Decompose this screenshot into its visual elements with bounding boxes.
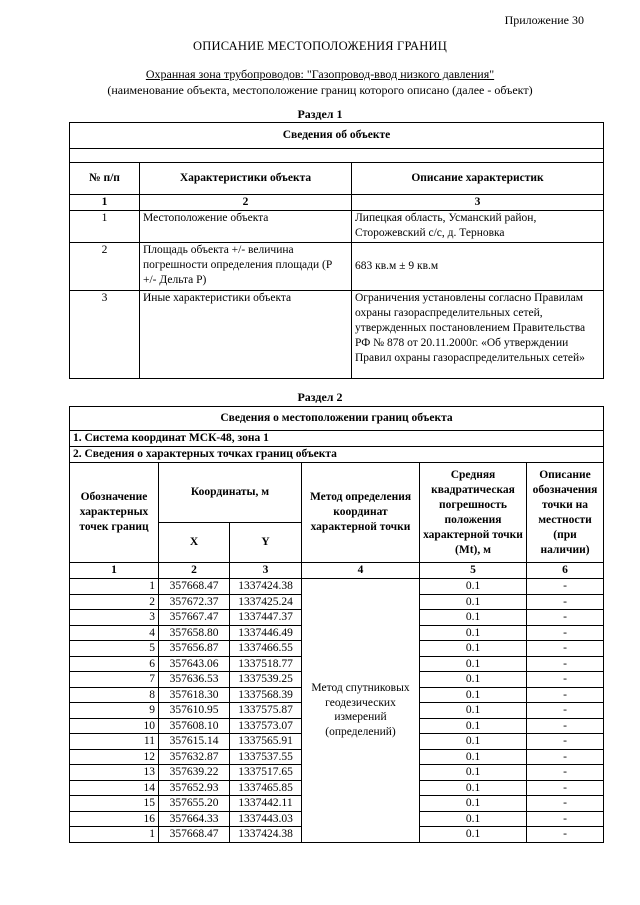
col-index: 2 — [140, 195, 352, 211]
point-description: - — [527, 703, 604, 719]
point-x: 357639.22 — [159, 765, 230, 781]
point-description: - — [527, 749, 604, 765]
row-description: Ограничения установлены согласно Правилам охраны газораспределительных сетей, утвержденных постановлением Правительства РФ № 878 от 20.11.2000г. «Об утверждении Правил охраны газораспределительных сетей» — [352, 291, 604, 379]
point-id: 3 — [70, 610, 159, 626]
col-index: 1 — [70, 195, 140, 211]
point-x: 357615.14 — [159, 734, 230, 750]
point-description: - — [527, 718, 604, 734]
boundary-points-table — [69, 406, 604, 843]
col-header-x: X — [159, 523, 230, 563]
point-y: 1337443.03 — [230, 811, 302, 827]
point-x: 357658.80 — [159, 625, 230, 641]
point-x: 357610.95 — [159, 703, 230, 719]
row-characteristic: Иные характеристики объекта — [140, 291, 352, 379]
object-name: Охранная зона трубопроводов: "Газопровод-ввод низкого давления" — [145, 67, 495, 81]
point-error: 0.1 — [420, 796, 527, 812]
point-description: - — [527, 610, 604, 626]
point-id: 13 — [70, 765, 159, 781]
col-index: 1 — [70, 563, 159, 579]
point-y: 1337424.38 — [230, 827, 302, 843]
point-y: 1337517.65 — [230, 765, 302, 781]
row-description: Липецкая область, Усманский район, Сторожевский с/с, д. Терновка — [352, 211, 604, 243]
point-error: 0.1 — [420, 641, 527, 657]
point-id: 2 — [70, 594, 159, 610]
col-header-point: Обозначение характерных точек границ — [70, 463, 159, 563]
object-name-caption: (наименование объекта, местоположение границ которого описано (далее - объект) — [107, 83, 533, 97]
section-2-label: Раздел 2 — [297, 390, 343, 404]
point-id: 16 — [70, 811, 159, 827]
point-error: 0.1 — [420, 749, 527, 765]
point-error: 0.1 — [420, 827, 527, 843]
point-error: 0.1 — [420, 625, 527, 641]
table-row — [70, 211, 604, 243]
point-y: 1337568.39 — [230, 687, 302, 703]
point-error: 0.1 — [420, 765, 527, 781]
point-y: 1337465.85 — [230, 780, 302, 796]
point-x: 357652.93 — [159, 780, 230, 796]
point-error: 0.1 — [420, 703, 527, 719]
point-y: 1337575.87 — [230, 703, 302, 719]
point-x: 357636.53 — [159, 672, 230, 688]
col-index: 2 — [159, 563, 230, 579]
document-title: ОПИСАНИЕ МЕСТОПОЛОЖЕНИЯ ГРАНИЦ — [193, 39, 447, 53]
col-header-error: Средняя квадратическая погрешность положения характерной точки (Mt), м — [420, 463, 527, 563]
point-description: - — [527, 765, 604, 781]
point-id: 12 — [70, 749, 159, 765]
row-number: 3 — [70, 291, 140, 379]
col-header-characteristic: Характеристики объекта — [140, 163, 352, 195]
point-error: 0.1 — [420, 734, 527, 750]
table-row — [70, 291, 604, 379]
point-id: 8 — [70, 687, 159, 703]
col-header-method: Метод определения координат характерной точки — [302, 463, 420, 563]
point-id: 11 — [70, 734, 159, 750]
row-characteristic: Площадь объекта +/- величина погрешности определения площади (P +/- Дельта P) — [140, 243, 352, 291]
point-error: 0.1 — [420, 687, 527, 703]
point-error: 0.1 — [420, 610, 527, 626]
point-id: 1 — [70, 827, 159, 843]
table-heading: Сведения об объекте — [70, 123, 604, 149]
point-id: 1 — [70, 579, 159, 595]
col-header-description: Описание характеристик — [352, 163, 604, 195]
col-index: 5 — [420, 563, 527, 579]
coordinate-system: 1. Система координат МСК-48, зона 1 — [70, 431, 604, 447]
point-x: 357668.47 — [159, 579, 230, 595]
col-index: 3 — [352, 195, 604, 211]
point-description: - — [527, 594, 604, 610]
col-header-coordinates: Координаты, м — [159, 463, 302, 523]
col-index: 6 — [527, 563, 604, 579]
point-error: 0.1 — [420, 718, 527, 734]
point-description: - — [527, 579, 604, 595]
point-x: 357667.47 — [159, 610, 230, 626]
point-x: 357672.37 — [159, 594, 230, 610]
point-description: - — [527, 811, 604, 827]
point-x: 357664.33 — [159, 811, 230, 827]
row-characteristic: Местоположение объекта — [140, 211, 352, 243]
point-y: 1337446.49 — [230, 625, 302, 641]
point-id: 6 — [70, 656, 159, 672]
point-id: 14 — [70, 780, 159, 796]
point-y: 1337537.55 — [230, 749, 302, 765]
point-y: 1337442.11 — [230, 796, 302, 812]
point-error: 0.1 — [420, 672, 527, 688]
point-description: - — [527, 796, 604, 812]
point-description: - — [527, 641, 604, 657]
points-body — [70, 579, 604, 843]
point-error: 0.1 — [420, 780, 527, 796]
point-error: 0.1 — [420, 594, 527, 610]
point-error: 0.1 — [420, 579, 527, 595]
point-x: 357668.47 — [159, 827, 230, 843]
point-description: - — [527, 625, 604, 641]
col-header-point-description: Описание обозначения точки на местности (при наличии) — [527, 463, 604, 563]
col-header-y: Y — [230, 523, 302, 563]
point-x: 357632.87 — [159, 749, 230, 765]
point-x: 357643.06 — [159, 656, 230, 672]
point-id: 7 — [70, 672, 159, 688]
points-heading: 2. Сведения о характерных точках границ объекта — [70, 447, 604, 463]
point-y: 1337466.55 — [230, 641, 302, 657]
row-description: 683 кв.м ± 9 кв.м — [352, 243, 604, 291]
method-description: Метод спутниковых геодезических измерений (определений) — [302, 579, 420, 843]
point-error: 0.1 — [420, 656, 527, 672]
point-x: 357618.30 — [159, 687, 230, 703]
point-x: 357656.87 — [159, 641, 230, 657]
point-y: 1337447.37 — [230, 610, 302, 626]
point-y: 1337424.38 — [230, 579, 302, 595]
row-number: 2 — [70, 243, 140, 291]
point-description: - — [527, 672, 604, 688]
object-info-table — [69, 122, 604, 379]
point-description: - — [527, 687, 604, 703]
col-index: 4 — [302, 563, 420, 579]
point-description: - — [527, 780, 604, 796]
table-row — [70, 579, 604, 595]
point-description: - — [527, 656, 604, 672]
point-id: 10 — [70, 718, 159, 734]
point-id: 5 — [70, 641, 159, 657]
point-y: 1337539.25 — [230, 672, 302, 688]
col-index: 3 — [230, 563, 302, 579]
point-x: 357608.10 — [159, 718, 230, 734]
point-x: 357655.20 — [159, 796, 230, 812]
point-y: 1337518.77 — [230, 656, 302, 672]
spacer-row — [70, 149, 604, 163]
table-row — [70, 243, 604, 291]
point-id: 15 — [70, 796, 159, 812]
point-y: 1337565.91 — [230, 734, 302, 750]
section-1-label: Раздел 1 — [297, 107, 343, 121]
point-y: 1337425.24 — [230, 594, 302, 610]
point-description: - — [527, 827, 604, 843]
point-y: 1337573.07 — [230, 718, 302, 734]
table-heading: Сведения о местоположении границ объекта — [70, 407, 604, 431]
point-error: 0.1 — [420, 811, 527, 827]
point-id: 4 — [70, 625, 159, 641]
point-id: 9 — [70, 703, 159, 719]
row-number: 1 — [70, 211, 140, 243]
point-description: - — [527, 734, 604, 750]
appendix-label: Приложение 30 — [504, 13, 584, 27]
col-header-number: № п/п — [70, 163, 140, 195]
